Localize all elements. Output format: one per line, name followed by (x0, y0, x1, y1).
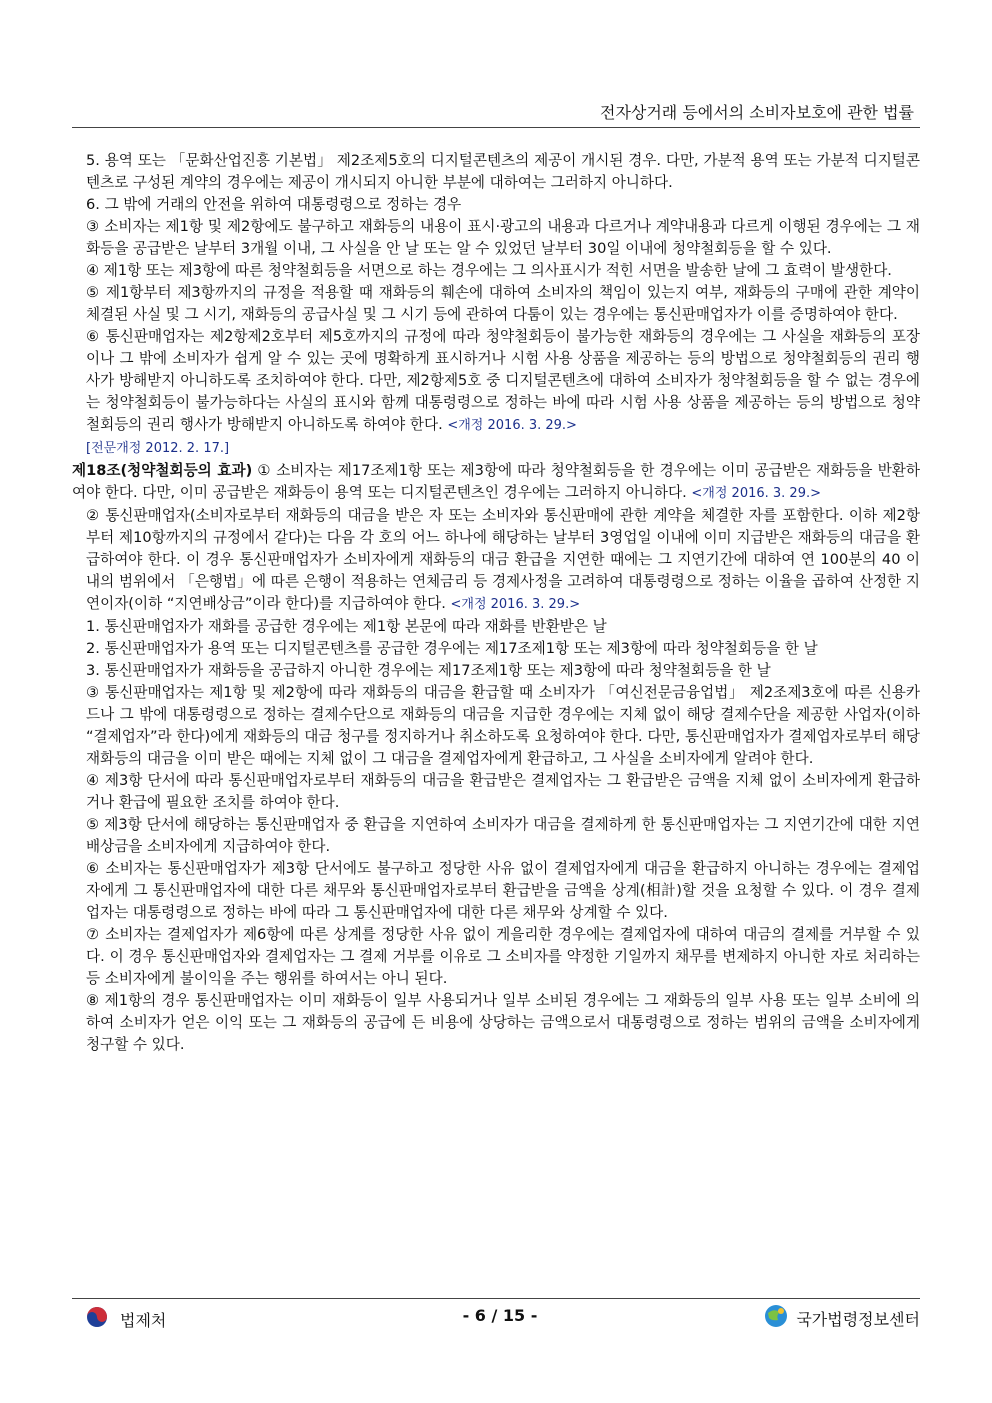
clause-text: 2. 통신판매업자가 용역 또는 디지털콘텐츠를 공급한 경우에는 제17조제1항 또는 제3항에 따라 청약철회등을 한 날 (86, 640, 818, 657)
clause-paragraph (86, 326, 920, 437)
clause-text: ⑤ 제1항부터 제3항까지의 규정을 적용할 때 재화등의 훼손에 대하여 소비자의 책임이 있는지 여부, 재화등의 구매에 관한 계약이 체결된 사실 및 그 시기, 재화등의 공급사실 및 그 시기 등에 관하여 다툼이 있는 경우에는 통신판매업자가 이를 증명하여야 한다. (86, 284, 920, 323)
footer-divider (72, 1298, 920, 1299)
clause-paragraph (86, 660, 920, 682)
clause-paragraph (86, 924, 920, 990)
revision-note: <개정 2016. 3. 29.> (691, 486, 821, 501)
article-paragraph (72, 460, 920, 505)
clause-text: ⑦ 소비자는 결제업자가 제6항에 따른 상계를 정당한 사유 없이 게을리한 경우에는 결제업자에 대하여 대금의 결제를 거부할 수 있다. 이 경우 통신판매업자와 결제업자는 그 결제 거부를 이유로 그 소비자를 약정한 기일까지 채무를 변제하지 아니한 자로 처리하는 등 소비자에게 불이익을 주는 행위를 하여서는 아니 된다. (86, 926, 920, 987)
clause-text: ⑤ 제3항 단서에 해당하는 통신판매업자 중 환급을 지연하여 소비자가 대금을 결제하게 한 통신판매업자는 그 지연기간에 대한 지연배상금을 소비자에게 지급하여야 한다. (86, 816, 920, 855)
clause-text: 3. 통신판매업자가 재화등을 공급하지 아니한 경우에는 제17조제1항 또는 제3항에 따라 청약철회등을 한 날 (86, 662, 771, 679)
footer-right (764, 1304, 920, 1332)
clause-paragraph (86, 437, 920, 460)
clause-paragraph (86, 260, 920, 282)
clause-text: ④ 제3항 단서에 따라 통신판매업자로부터 재화등의 대금을 환급받은 결제업자는 그 환급받은 금액을 지체 없이 소비자에게 환급하거나 환급에 필요한 조치를 하여야 한다. (86, 772, 920, 811)
clause-paragraph (86, 638, 920, 660)
clause-text: ③ 소비자는 제1항 및 제2항에도 불구하고 재화등의 내용이 표시·광고의 내용과 다르거나 계약내용과 다르게 이행된 경우에는 그 재화등을 공급받은 날부터 3개월 이내, 그 사실을 안 날 또는 알 수 있었던 날부터 30일 이내에 청약철회등을 할 수 있다. (86, 218, 920, 257)
footer-org-label: 법제처 (120, 1310, 167, 1330)
clause-text: 5. 용역 또는 「문화산업진흥 기본법」 제2조제5호의 디지털콘텐츠의 제공이 개시된 경우. 다만, 가분적 용역 또는 가분적 디지털콘텐츠로 구성된 계약의 경우에는 제공이 개시되지 아니한 부분에 대하여는 그러하지 아니하다. (86, 152, 920, 191)
clause-paragraph (86, 216, 920, 260)
clause-paragraph (86, 858, 920, 924)
clause-text: ⑧ 제1항의 경우 통신판매업자는 이미 재화등이 일부 사용되거나 일부 소비된 경우에는 그 재화등의 일부 사용 또는 일부 소비에 의하여 소비자가 얻은 이익 또는 그 재화등의 공급에 든 비용에 상당하는 금액으로서 대통령령으로 정하는 범위의 금액을 소비자에게 청구할 수 있다. (86, 992, 920, 1053)
clause-text: ④ 제1항 또는 제3항에 따른 청약철회등을 서면으로 하는 경우에는 그 의사표시가 적힌 서면을 발송한 날에 그 효력이 발생한다. (86, 262, 892, 279)
clause-paragraph (86, 682, 920, 770)
footer-center-label: 국가법령정보센터 (796, 1309, 920, 1329)
clause-paragraph (86, 990, 920, 1056)
header-divider (72, 127, 920, 128)
clause-paragraph (86, 194, 920, 216)
document-title: 전자상거래 등에서의 소비자보호에 관한 법률 (599, 103, 914, 122)
clause-text: ⑥ 소비자는 통신판매업자가 제3항 단서에도 불구하고 정당한 사유 없이 결제업자에게 대금을 환급하지 아니하는 경우에는 결제업자에게 그 통신판매업자에 대한 다른 채무와 통신판매업자로부터 환급받을 금액을 상계(相計)할 것을 요청할 수 있다. 이 경우 결제업자는 대통령령으로 정하는 바에 따라 그 통신판매업자에 대한 다른 채무와 상계할 수 있다. (86, 860, 920, 921)
globe-icon (764, 1304, 788, 1332)
revision-note: [전문개정 2012. 2. 17.] (86, 441, 230, 456)
clause-paragraph (86, 282, 920, 326)
clause-paragraph (86, 505, 920, 616)
clause-text: ⑥ 통신판매업자는 제2항제2호부터 제5호까지의 규정에 따라 청약철회등이 불가능한 재화등의 경우에는 그 사실을 재화등의 포장이나 그 밖에 소비자가 쉽게 알 수 있는 곳에 명확하게 표시하거나 시험 사용 상품을 제공하는 등의 방법으로 청약철회등의 권리 행사가 방해받지 아니하도록 조치하여야 한다. 다만, 제2항제5호 중 디지털콘텐츠에 대하여 소비자가 청약철회등을 할 수 없는 경우에는 청약철회등이 불가능하다는 사실의 표시와 함께 대통령령으로 정하는 바에 따라 시험 사용 상품을 제공하는 등의 방법으로 청약철회등의 권리 행사가 방해받지 아니하도록 하여야 한다. (86, 328, 920, 433)
clause-paragraph (86, 814, 920, 858)
clause-text: ② 통신판매업자(소비자로부터 재화등의 대금을 받은 자 또는 소비자와 통신판매에 관한 계약을 체결한 자를 포함한다. 이하 제2항부터 제10항까지의 규정에서 같다)는 다음 각 호의 어느 하나에 해당하는 날부터 3영업일 이내에 이미 지급받은 재화등의 대금을 환급하여야 한다. 이 경우 통신판매업자가 소비자에게 재화등의 대금 환급을 지연한 때에는 그 지연기간에 대하여 연 100분의 40 이내의 범위에서 「은행법」에 따른 은행이 적용하는 연체금리 등 경제사정을 고려하여 대통령령으로 정하는 이율을 곱하여 산정한 지연이자(이하 “지연배상금”이라 한다)를 지급하여야 한다. (86, 507, 921, 612)
document-body (72, 150, 921, 1056)
clause-paragraph (86, 150, 920, 194)
revision-note: <개정 2016. 3. 29.> (450, 597, 581, 612)
clause-text: 6. 그 밖에 거래의 안전을 위하여 대통령령으로 정하는 경우 (86, 196, 462, 213)
revision-note: <개정 2016. 3. 29.> (447, 418, 577, 433)
clause-paragraph (86, 616, 920, 638)
clause-text: 1. 통신판매업자가 재화를 공급한 경우에는 제1항 본문에 따라 재화를 반환받은 날 (86, 618, 607, 635)
page-number: - 6 / 15 - (462, 1306, 538, 1325)
taegeuk-icon (86, 1306, 108, 1332)
clause-text: ③ 통신판매업자는 제1항 및 제2항에 따라 재화등의 대금을 환급할 때 소비자가 「여신전문금융업법」 제2조제3호에 따른 신용카드나 그 밖에 대통령령으로 정하는 결제수단으로 재화등의 대금을 지급한 경우에는 지체 없이 해당 결제수단을 제공한 사업자(이하 “결제업자”라 한다)에게 재화등의 대금 청구를 정지하거나 취소하도록 요청하여야 한다. 다만, 통신판매업자가 결제업자로부터 해당 재화등의 대금을 이미 받은 때에는 지체 없이 그 대금을 결제업자에게 환급하고, 그 사실을 소비자에게 알려야 한다. (86, 684, 920, 767)
footer-left (86, 1306, 166, 1332)
clause-text: ① 소비자는 제17조제1항 또는 제3항에 따라 청약철회등을 한 경우에는 이미 공급받은 재화등을 반환하여야 한다. 다만, 이미 공급받은 재화등이 용역 또는 디지털콘텐츠인 경우에는 그러하지 아니하다. (72, 462, 920, 501)
clause-paragraph (86, 770, 920, 814)
article-heading: 제18조(청약철회등의 효과) (72, 462, 253, 479)
